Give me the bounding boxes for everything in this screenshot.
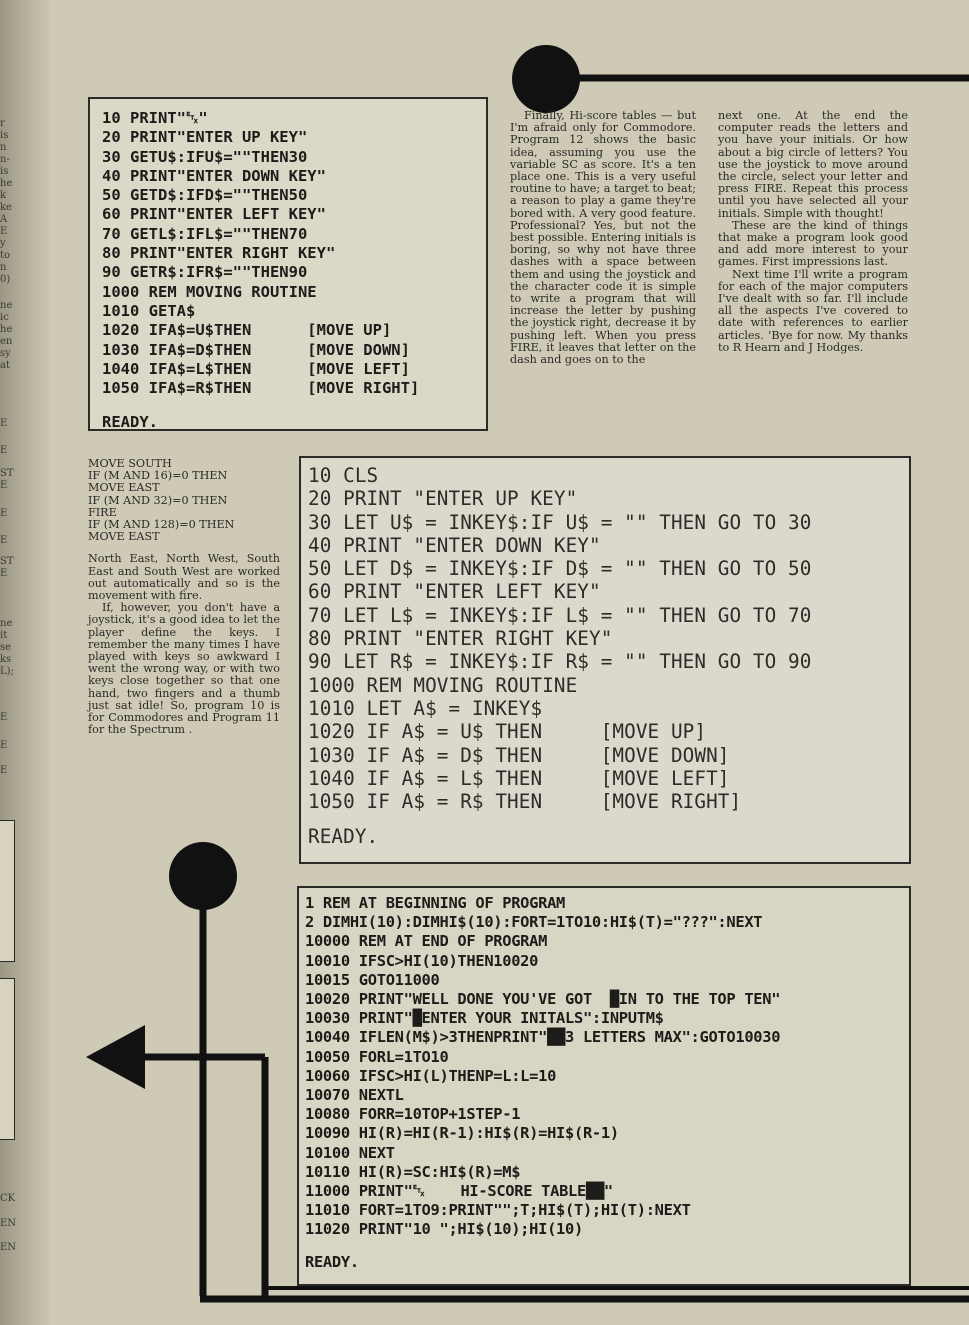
code-line: 1000 REM MOVING ROUTINE [308,673,578,697]
code-line: 1030 IFA$=D$THEN [MOVE DOWN] [102,340,410,359]
code-line: 10060 IFSC>HI(L)THENP=L:L=10 [305,1066,557,1085]
article-column-a [510,110,696,366]
edge-text-fragment: ke [0,202,12,213]
edge-text-fragment: EN [0,1242,17,1253]
code-line: 10100 NEXT [305,1143,395,1162]
edge-text-fragment: at [0,360,10,371]
edge-text-fragment: CK [0,1193,16,1204]
code-line: 10010 IFSC>HI(10)THEN10020 [305,951,539,970]
edge-text-fragment: E [0,445,8,456]
edge-text-fragment: r [0,118,5,129]
article-column-b [718,110,908,354]
edge-text-fragment: ne [0,618,13,629]
code-line: 1020 IF A$ = U$ THEN [MOVE UP] [308,720,707,744]
middle-circle [169,842,237,910]
edge-text-fragment: E [0,740,8,751]
code-line: 1010 GETA$ [102,301,196,320]
code-line: 30 LET U$ = INKEY$:IF U$ = "" THEN GO TO 30 [308,510,812,534]
code-line: 11020 PRINT"10 ";HI$(10);HI(10) [305,1220,583,1239]
code-line: 11010 FORT=1TO9:PRINT"";T;HI$(T);HI(T):NEXT [305,1201,691,1220]
code-line: 30 GETU$:IFU$=""THEN30 [102,147,308,166]
paragraph: If, however, you don't have a joystick, it's a good idea to let the player define the keys. I remember the many times I have played with keys so awkward I went the wrong way, or with two keys close together so that one hand, two fingers and a thumb just sat idle! So, program 10 is for Commodores and Program 11 for the Spectrum . [88,601,280,737]
edge-text-fragment: E [0,568,8,579]
code-line: 80 PRINT "ENTER RIGHT KEY" [308,627,613,651]
code-line: 50 LET D$ = INKEY$:IF D$ = "" THEN GO TO 50 [308,557,812,581]
inline-code-line: FIRE [88,505,117,519]
edge-text-fragment: ic [0,312,9,323]
edge-text-fragment: 0) [0,274,11,285]
code-line: 10000 REM AT END OF PROGRAM [305,932,548,951]
code-line: 10020 PRINT"WELL DONE YOU'VE GOT █IN TO THE TOP TEN" [305,990,781,1009]
code-line: 1040 IFA$=L$THEN [MOVE LEFT] [102,359,410,378]
edge-text-fragment: ST [0,556,14,567]
code-line: 60 PRINT"ENTER LEFT KEY" [102,205,326,224]
edge-text-fragment: he [0,178,13,189]
edge-text-fragment: he [0,324,13,335]
top-circle [512,45,580,113]
code-line: 1010 LET A$ = INKEY$ [308,696,543,720]
code-line: 10 CLS [308,464,379,487]
inline-code-line: IF (M AND 16)=0 THEN [88,469,228,483]
edge-text-fragment: k [0,190,7,201]
edge-text-fragment: L); [0,666,14,677]
edge-text-fragment: y [0,238,6,249]
code-line: 1 REM AT BEGINNING OF PROGRAM [305,894,566,912]
article-column-left [88,458,280,736]
edge-text-fragment: E [0,508,8,519]
code-line: 20 PRINT "ENTER UP KEY" [308,487,578,511]
program-12-hiscore-listing [297,886,911,1286]
code-line: 10080 FORR=10TOP+1STEP-1 [305,1105,521,1124]
paragraph: These are the kind of things that make a program look good and add more interest to your games. First impressions last. [718,218,908,269]
inline-code-line: IF (M AND 128)=0 THEN [88,518,235,532]
code-lines [308,464,909,813]
code-line: 1000 REM MOVING ROUTINE [102,282,317,301]
code-line: 40 PRINT"ENTER DOWN KEY" [102,166,326,185]
edge-text-fragment: n [0,142,7,153]
ready-prompt: READY. [308,825,379,849]
edge-text-fragment: to [0,250,11,261]
edge-text-fragment: sy [0,348,11,359]
paragraph: next one. At the end the computer reads the letters and you have your initials. Or how about a big circle of letters? You use the joystick to move around the circle, select your letter and press FIRE. Repeat this process until you have selected all your initials. Simple with thought! [718,109,908,220]
inline-code-line: MOVE EAST [88,530,160,544]
code-line: 80 PRINT"ENTER RIGHT KEY" [102,244,336,263]
edge-text-fragment: ST [0,468,14,479]
paragraph: Next time I'll write a program for each of the major computers I've dealt with so far. I'll include all the aspects I've covered to date with references to earlier articles. 'Bye for now. My thanks to R Hearn and J Hodges. [718,267,908,354]
code-line: 10090 HI(R)=HI(R-1):HI$(R)=HI$(R-1) [305,1124,619,1143]
code-line: 70 GETL$:IFL$=""THEN70 [102,224,308,243]
edge-text-fragment: n- [0,154,10,165]
code-line: 70 LET L$ = INKEY$:IF L$ = "" THEN GO TO 70 [308,603,812,627]
edge-text-fragment: en [0,336,13,347]
edge-text-fragment: E [0,765,8,776]
code-line: 1030 IF A$ = D$ THEN [MOVE DOWN] [308,743,730,767]
edge-text-fragment: EN [0,1218,17,1229]
code-line: 10110 HI(R)=SC:HI$(R)=M$ [305,1162,521,1181]
code-line: 10 PRINT"␃" [102,109,208,127]
inline-code-line: MOVE SOUTH [88,457,172,470]
edge-text-fragment: it [0,630,8,641]
code-line: 10015 GOTO11000 [305,970,440,989]
code-lines [102,109,486,398]
edge-text-fragment: E [0,535,8,546]
paragraph: North East, North West, South East and South West are worked out automatically and so is the movement with fire. [88,552,280,603]
code-line: 20 PRINT"ENTER UP KEY" [102,128,308,147]
code-line: 90 LET R$ = INKEY$:IF R$ = "" THEN GO TO 90 [308,650,812,674]
code-line: 1050 IF A$ = R$ THEN [MOVE RIGHT] [308,790,742,814]
inline-code-line: MOVE EAST [88,481,160,495]
program-11-spectrum-listing [299,456,911,864]
code-line: 1050 IFA$=R$THEN [MOVE RIGHT] [102,379,420,398]
code-line: 40 PRINT "ENTER DOWN KEY" [308,533,601,557]
program-10-commodore-listing [88,97,488,431]
code-line: 10040 IFLEN(M$)>3THENPRINT"██3 LETTERS MAX":GOTO10030 [305,1028,781,1047]
edge-text-fragment: E [0,712,8,723]
ready-prompt: READY. [102,413,158,432]
edge-text-fragment: ne [0,300,13,311]
left-arrow-icon [86,1025,145,1089]
code-lines [305,894,909,1240]
edge-text-fragment: E [0,418,8,429]
code-line: 90 GETR$:IFR$=""THEN90 [102,263,308,282]
edge-text-fragment: is [0,130,9,141]
edge-text-fragment: ks [0,654,12,665]
code-line: 1040 IF A$ = L$ THEN [MOVE LEFT] [308,766,730,790]
code-line: 50 GETD$:IFD$=""THEN50 [102,186,308,205]
code-line: 10050 FORL=1TO10 [305,1047,449,1066]
ready-prompt: READY. [305,1252,359,1271]
code-line: 60 PRINT "ENTER LEFT KEY" [308,580,601,604]
edge-text-fragment: n [0,262,7,273]
paragraph: Finally, Hi-score tables — but I'm afraid only for Commodore. Program 12 shows the basic idea, assuming you use the variable SC as score. It's a ten place one. This is a very useful routine to have; a target to beat; a reason to play a game they're bored with. A very good feature. Professional? Yes, but not the best possible. Entering initials is boring, so why not have three dashes with a space between them and using the joystick and the character code it is simple to write a program that will increase the letter by pushing the joystick right, decrease it by pushing left. When you press FIRE, it leaves that letter on the dash and goes on to the [510,109,696,367]
edge-text-fragment: A [0,214,8,225]
edge-text-fragment: se [0,642,12,653]
inline-code-line: IF (M AND 32)=0 THEN [88,493,228,507]
edge-text-fragment: is [0,166,9,177]
code-line: 10030 PRINT"█ENTER YOUR INITALS":INPUTM$ [305,1009,664,1028]
edge-text-fragment: E [0,226,8,237]
code-line: 11000 PRINT"␃ HI-SCORE TABLE██" [305,1182,613,1201]
code-line: 10070 NEXTL [305,1086,404,1105]
code-line: 2 DIMHI(10):DIMHI$(10):FORT=1TO10:HI$(T)="???":NEXT [305,913,763,932]
code-line: 1020 IFA$=U$THEN [MOVE UP] [102,321,392,340]
edge-text-fragment: E [0,480,8,491]
